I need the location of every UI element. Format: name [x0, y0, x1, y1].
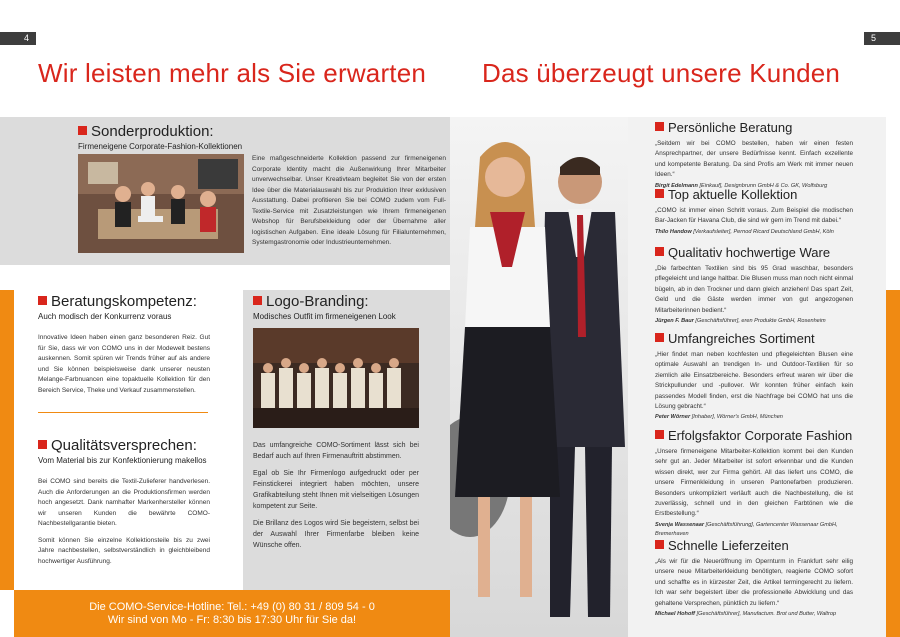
testimonial-4 [655, 331, 853, 428]
logo-p3: Die Brillanz des Logos wird Sie begeistern, selbst bei der Auswahl Ihrer Firmenfarbe bleiben keine Wünsche offen. [253, 520, 419, 549]
testimonial-author: Peter Wörner [Inhaber], Wörner's GmbH, München [655, 414, 783, 421]
hotline-text [14, 601, 450, 627]
logo-p2: Egal ob Sie Ihr Firmenlogo aufgedruckt oder per Feinstickerei integriert haben möchten, unsere Grafikabteilung steht Ihnen mit vielseitigen Lösungen kompetent zur Seite. [253, 470, 419, 510]
logo-subtitle: Modisches Outfit im firmeneigenen Look [253, 312, 396, 321]
qualitaet-title: Qualitätsversprechen: [38, 437, 210, 454]
testimonial-author: Jürgen F. Baur [Geschäftsführer], eren Produkte GmbH, Rosenheim [655, 318, 826, 325]
testimonial-title: Qualitativ hochwertige Ware [655, 245, 853, 260]
photo-staff-group [253, 328, 419, 428]
logo-p1: Das umfangreiche COMO-Sortiment lässt sich bei Bedarf auch auf Ihren Firmenauftritt abstimmen. [253, 442, 419, 460]
beratung-title: Beratungskompetenz: [38, 293, 210, 310]
testimonial-6 [655, 538, 853, 619]
testimonial-author: Michael Hohoff [Geschäftsführer], Manufactum. Brot und Butter, Waltrop [655, 611, 837, 618]
page-number-left: 4 [0, 32, 36, 45]
testimonial-title: Persönliche Beratung [655, 120, 853, 135]
testimonial-quote: „COMO ist immer einen Schritt voraus. Zum Beispiel die modischen Bar-Jacken für Havana Club, die sind wir gern im Trend mit dabei.“ [655, 207, 853, 225]
qualitaet-subtitle: Vom Material bis zur Konfektionierung makellos [38, 456, 207, 465]
beratung-body: Innovative Ideen haben einen ganz besonderen Reiz. Gut für Sie, dass wir von COMO uns in der Modewelt bestens auskennen. Somit spüren wir Trends früher auf als andere und Sie können beispielsweise dank unserer neusten Melange-Farbnuancen eine topaktuelle Kollektion für den Bereich Service, Theke und Verkauf zusammenstellen. [38, 334, 210, 394]
testimonial-quote: „Als wir für die Neueröffnung im Opernturm in Frankfurt sehr eilig unsere neue Mitarbeiterkleidung benötigten, reagierte COMO sofort und schaffte es in kürzester Zeit, die Artikel termingerecht zu liefern. Ich war sehr begeistert über die professionelle Abwicklung und das gehaltene Versprechen, pünktlich zu liefern.“ [655, 558, 853, 607]
bullet-square-icon [655, 122, 664, 131]
testimonial-title: Erfolgsfaktor Corporate Fashion [655, 428, 853, 443]
sonder-body: Eine maßgeschneiderte Kollektion passend zur firmeneigenen Corporate Identity macht die Außenwirkung Ihrer Mitarbeiter unverwechselbar. Unser Kreativteam begleitet Sie von der ersten Idee über die Materialauswahl bis zur Produktion Ihrer exklusiven Ausstattung. Dabei profitieren Sie bei COMO zudem vom Full-Textile-Service mit Zusatzleistungen wie Ihrem firmeneigenen Webshop für Berufsbekleidung oder der Übernahme aller logistischen Aufgaben. Eine ideale Lösung für Filialunternehmen, Systemgastronomie oder Industrieunternehmen. [252, 155, 446, 246]
bullet-square-icon [38, 440, 47, 449]
hotline-line1: Die COMO-Service-Hotline: Tel.: +49 (0) 80 31 / 809 54 - 0 [89, 601, 375, 613]
testimonial-quote: „Die farbechten Textilien sind bis 95 Grad waschbar, besonders pflegeleicht und lange haltbar. Die Blusen muss man noch nicht einmal bügeln, ab in den Trockner und dann gleich anziehen! Das spart Zeit, Geld und die Gäste werden immer von gut angezogenen Mitarbeiterinnen bedient.“ [655, 265, 853, 314]
section-beratung [38, 293, 210, 396]
bullet-square-icon [655, 333, 664, 342]
testimonial-quote: „Seitdem wir bei COMO bestellen, haben wir einen festen Ansprechpartner, der unsere Bedürfnisse kennt. Einfach exzellente und kompetente Beratung. Da sind Profis am Werk mit immer neuen Ideen.“ [655, 140, 853, 179]
bullet-square-icon [253, 296, 262, 305]
testimonial-author: Thilo Handow [Verkaufsleiter], Pernod Ricard Deutschland GmbH, Köln [655, 228, 834, 235]
bullet-square-icon [655, 247, 664, 256]
testimonial-author: Svenja Wassenaar [Geschäftsführung], Gartencenter Wassenaar GmbH, Bremerhaven [655, 521, 838, 537]
headline-left: Wir leisten mehr als Sie erwarten [38, 58, 427, 88]
section-logo [253, 293, 443, 321]
page-number-right: 5 [864, 32, 900, 45]
bullet-square-icon [655, 189, 664, 198]
bullet-square-icon [655, 540, 664, 549]
qualitaet-p1: Bei COMO sind bereits die Textil-Zulieferer handverlesen. Auch die Anforderungen an die Produktionsfirmen werden hoch angesetzt. Dank namhafter Markenhersteller können wir unseren Kunden die bewährte COMO-Nachbestellgarantie bieten. [38, 478, 210, 527]
testimonial-title: Schnelle Lieferzeiten [655, 538, 853, 553]
bullet-square-icon [78, 126, 87, 135]
orange-strip-left [0, 290, 14, 590]
photo-office-meeting [78, 154, 244, 253]
bullet-square-icon [655, 430, 664, 439]
headline-right: Das überzeugt unsere Kunden [482, 58, 841, 88]
divider-orange [38, 412, 208, 413]
testimonial-5 [655, 428, 853, 538]
sonder-title: Sonderproduktion: [78, 123, 448, 140]
section-sonderproduktion [78, 123, 448, 151]
testimonial-quote: „Unsere firmeneigene Mitarbeiter-Kollektion kommt bei den Kunden sehr gut an. Jeder Mitarbeiter ist sofort erkennbar und die Kunden wissen direkt, wer zur Firma gehört. All das liefert uns COMO, die unsere Firmenkleidung in unseren Pantonefarben produzieren. Besonders unkompliziert verläuft auch die Nachbestellung, die ist zuverlässig, schnell und in den gleichen Farbtönen wie die Erstbestellung.“ [655, 448, 853, 518]
qualitaet-body [38, 477, 210, 567]
sonder-subtitle: Firmeneigene Corporate-Fashion-Kollektionen [78, 142, 243, 151]
testimonial-3 [655, 245, 853, 331]
testimonial-quote: „Hier findet man neben kochfesten und pflegeleichten Blusen eine optimale Auswahl an trendigen In- und Outdoor-Textilien für so ziemlich alle Einsatzbereiche. Besonders erfreut waren wir über die Strickpullunder und -pullover. Wir konnten früher einfach kein passendes Modell finden, erst die Nachfrage bei COMO hat uns die Lösung gebracht.“ [655, 351, 853, 411]
qualitaet-p2: Somit können Sie einzelne Kollektionsteile bis zu zwei Jahre nachbestellen, selbstverständlich in gleichbleibend hochwertiger Ausführung. [38, 536, 210, 565]
orange-strip-right [886, 290, 900, 637]
testimonial-author: Birgit Edelmann [Einkauf], Designbrunn GmbH & Co. GK, Wolfsburg [655, 182, 828, 189]
photo-couple-uniform [450, 117, 628, 637]
section-qualitaet [38, 437, 210, 573]
testimonials-list [655, 120, 853, 619]
logo-title: Logo-Branding: [253, 293, 443, 310]
hotline-line2: Wir sind von Mo - Fr: 8:30 bis 17:30 Uhr für Sie da! [107, 614, 357, 626]
testimonial-1 [655, 120, 853, 187]
beratung-subtitle: Auch modisch der Konkurrenz voraus [38, 312, 172, 321]
bullet-square-icon [38, 296, 47, 305]
testimonial-title: Top aktuelle Kollektion [655, 187, 853, 202]
testimonial-2 [655, 187, 853, 245]
logo-body [253, 440, 419, 557]
testimonial-title: Umfangreiches Sortiment [655, 331, 853, 346]
